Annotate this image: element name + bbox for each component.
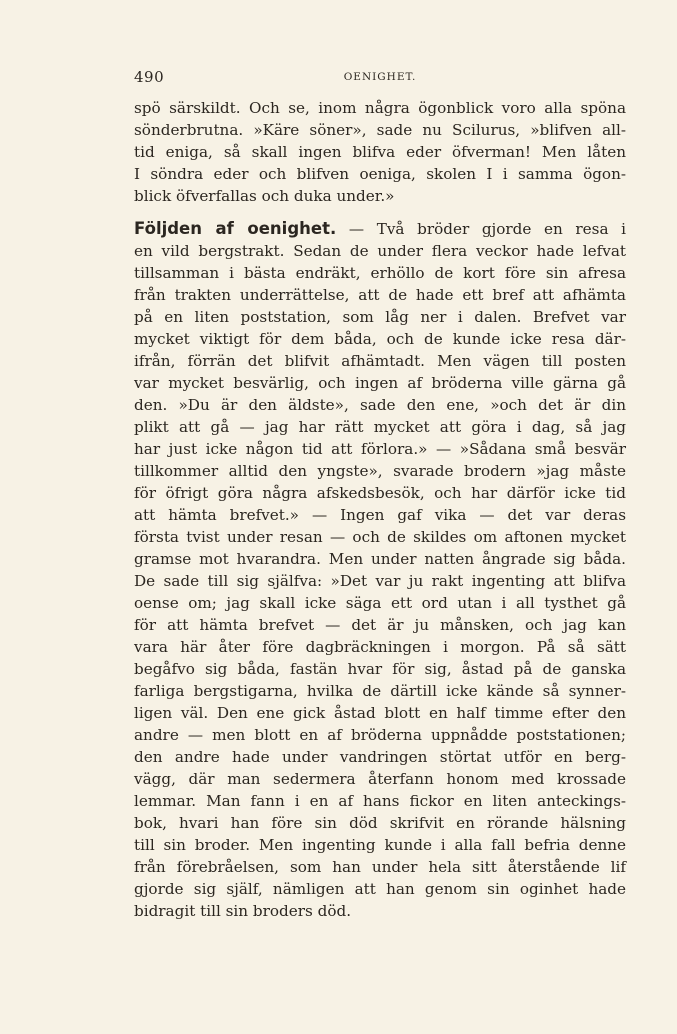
text-line: första tvist under resan — och de skildes om aftonen mycket xyxy=(134,528,626,546)
body-text xyxy=(134,97,626,922)
text-line: tillkommer alltid den yngste», svarade brodern »jag måste xyxy=(134,462,626,480)
text-line: farliga bergstigarna, hvilka de därtill icke kände så synner- xyxy=(134,682,626,700)
text-line: De sade till sig själfva: »Det var ju rakt ingenting att blifva xyxy=(134,572,626,590)
text-line: bidragit till sin broders död. xyxy=(134,902,352,920)
text-line: tid eniga, så skall ingen blifva eder öfverman! Men låten xyxy=(134,143,626,161)
text-line: blick öfverfallas och duka under.» xyxy=(134,187,395,205)
text-line: har just icke någon tid att förlora.» — »Sådana små besvär xyxy=(134,440,626,458)
text-line: lemmar. Man fann i en af hans fickor en liten anteckings- xyxy=(134,792,626,810)
page-number: 490 xyxy=(134,68,165,86)
text-line: på en liten poststation, som låg ner i dalen. Brefvet var xyxy=(134,308,626,326)
section-heading: Följden af oenighet. xyxy=(134,219,337,238)
text-line: oense om; jag skall icke säga ett ord utan i all tysthet gå xyxy=(134,594,626,612)
text-line: bok, hvari han före sin död skrifvit en rörande hälsning xyxy=(134,814,626,832)
text-line: för öfrigt göra några afskedsbesök, och har därför icke tid xyxy=(134,484,626,502)
text-line: från trakten underrättelse, att de hade ett bref att afhämta xyxy=(134,286,626,304)
text-line: andre — men blott en af bröderna uppnådde poststationen; xyxy=(134,726,626,744)
text-line: vara här åter före dagbräckningen i morgon. På så sätt xyxy=(134,638,626,656)
text-line: ligen väl. Den ene gick åstad blott en half timme efter den xyxy=(134,704,626,722)
text-line: att hämta brefvet.» — Ingen gaf vika — det var deras xyxy=(134,506,626,524)
paragraph-2 xyxy=(134,218,626,922)
page-header xyxy=(134,68,626,88)
text-line: var mycket besvärlig, och ingen af bröderna ville gärna gå xyxy=(134,374,626,392)
text-line: spö särskildt. Och se, inom några ögonblick voro alla spöna xyxy=(134,99,626,117)
text-line: vägg, där man sedermera återfann honom med krossade xyxy=(134,770,626,788)
text-line: från förebråelsen, som han under hela sitt återstående lif xyxy=(134,858,626,876)
text-line: tillsamman i bästa endräkt, erhöllo de kort före sin afresa xyxy=(134,264,626,282)
text-line: den andre hade under vandringen störtat utför en berg- xyxy=(134,748,626,766)
text-line: till sin broder. Men ingenting kunde i alla fall befria denne xyxy=(134,836,626,854)
text-line: ifrån, förrän det blifvit afhämtadt. Men vägen till posten xyxy=(134,352,626,370)
text-line: I söndra eder och blifven oeniga, skolen I i samma ögon- xyxy=(134,165,626,183)
text-line: gramse mot hvarandra. Men under natten ångrade sig båda. xyxy=(134,550,626,568)
text-line: den. »Du är den äldste», sade den ene, »och det är din xyxy=(134,396,626,414)
text-line: för att hämta brefvet — det är ju månsken, och jag kan xyxy=(134,616,626,634)
text-line: begåfvo sig båda, fastän hvar för sig, åstad på de ganska xyxy=(134,660,626,678)
paragraph-1 xyxy=(134,97,626,207)
text-line: sönderbrutna. »Käre söner», sade nu Scilurus, »blifven all- xyxy=(134,121,626,139)
text-line: en vild bergstrakt. Sedan de under flera veckor hade lefvat xyxy=(134,242,626,260)
text-line: plikt att gå — jag har rätt mycket att göra i dag, så jag xyxy=(134,418,626,436)
running-head: OENIGHET. xyxy=(343,71,417,83)
paragraph-gap xyxy=(134,207,626,218)
text-line: gjorde sig själf, nämligen att han genom sin oginhet hade xyxy=(134,880,626,898)
text-line: mycket viktigt för dem båda, och de kunde icke resa där- xyxy=(134,330,626,348)
heading-line xyxy=(134,218,626,240)
heading-line-rest: — Två bröder gjorde en resa i xyxy=(348,220,626,238)
